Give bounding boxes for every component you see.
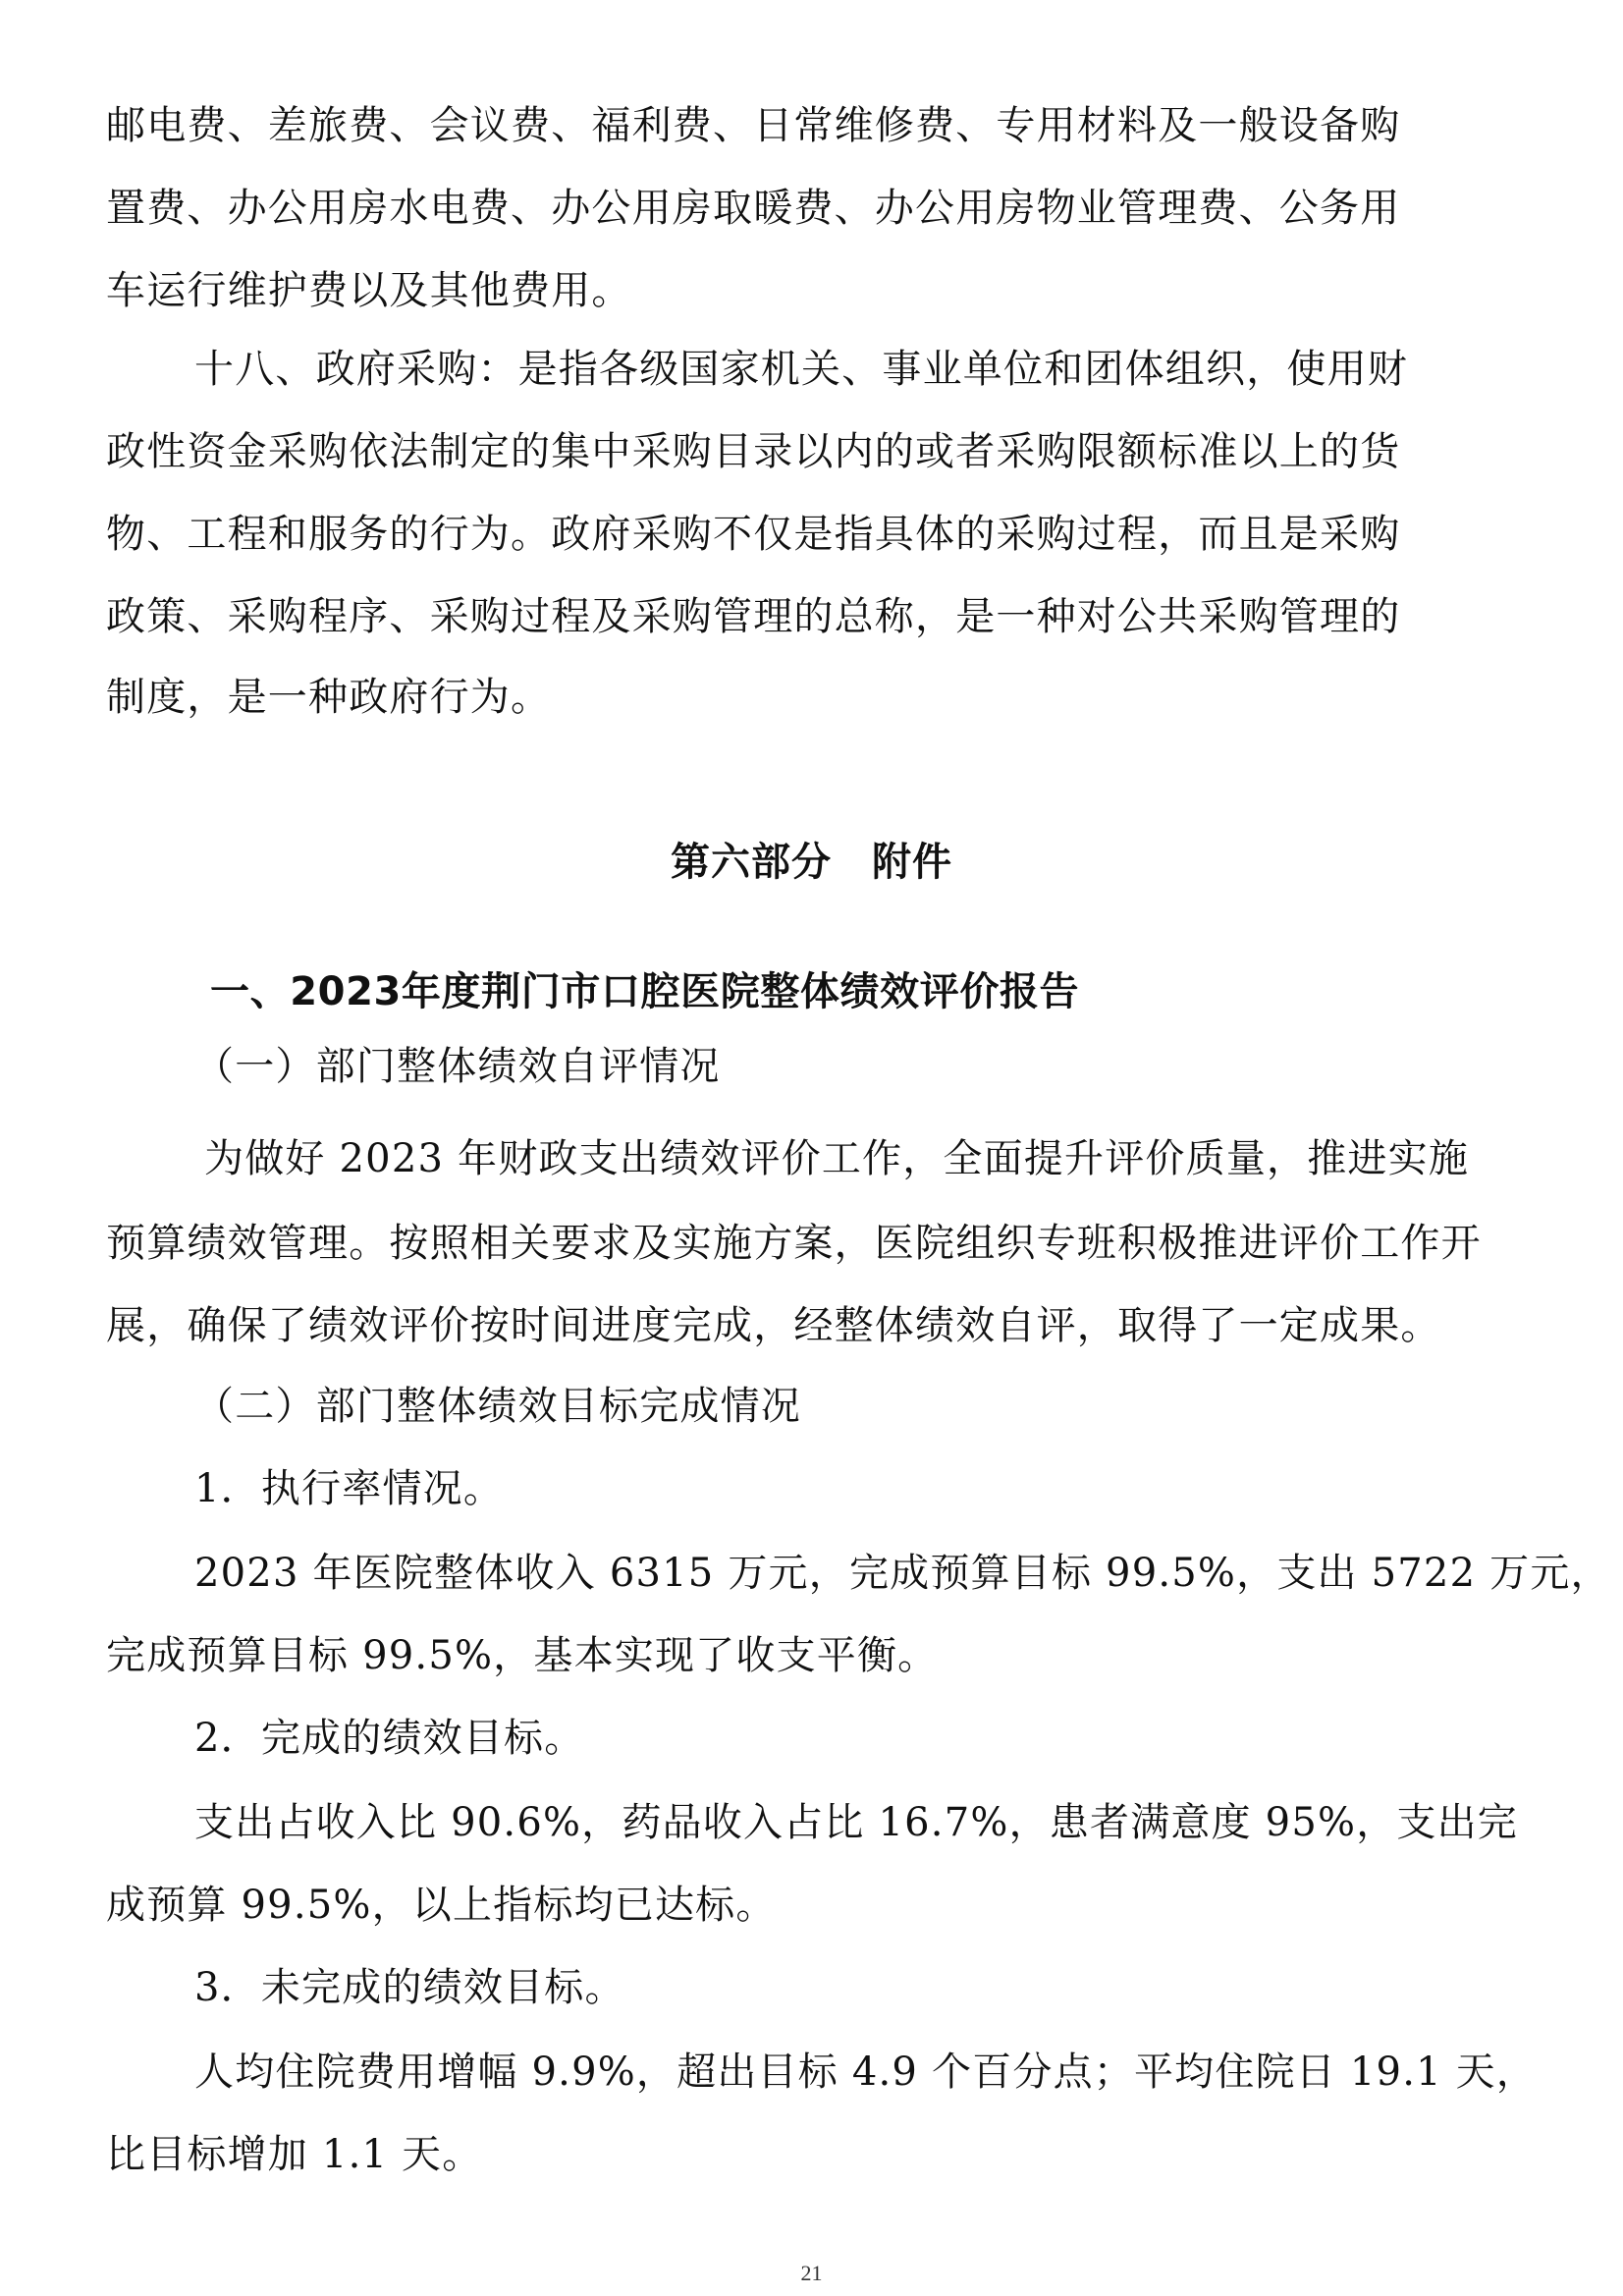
body-text-line: 车运行维护费以及其他费用。 <box>106 268 632 313</box>
body-text-line: 2023 年医院整体收入 6315 万元，完成预算目标 99.5%，支出 5722 万元， <box>194 1551 1611 1596</box>
body-text-line: 展，确保了绩效评价按时间进度完成，经整体绩效自评，取得了一定成果。 <box>106 1303 1441 1348</box>
body-text-line: 政策、采购程序、采购过程及采购管理的总称，是一种对公共采购管理的 <box>106 594 1401 639</box>
body-text-line: 邮电费、差旅费、会议费、福利费、日常维修费、专用材料及一般设备购 <box>106 103 1401 148</box>
body-text-line: 政性资金采购依法制定的集中采购目录以内的或者采购限额标准以上的货 <box>106 429 1401 474</box>
subsection-heading: （一）部门整体绩效自评情况 <box>194 1044 721 1089</box>
body-text-line: 置费、办公用房水电费、办公用房取暖费、办公用房物业管理费、公务用 <box>106 186 1401 231</box>
body-text-line: 支出占收入比 90.6%，药品收入占比 16.7%，患者满意度 95%，支出完 <box>194 1800 1518 1845</box>
body-text-line: 预算绩效管理。按照相关要求及实施方案，医院组织专班积极推进评价工作开 <box>106 1221 1482 1266</box>
page-number: 21 <box>800 2261 823 2285</box>
body-text-line: 物、工程和服务的行为。政府采购不仅是指具体的采购过程，而且是采购 <box>106 512 1401 557</box>
body-text-line: 完成预算目标 99.5%，基本实现了收支平衡。 <box>106 1633 939 1678</box>
item-title: 2．完成的绩效目标。 <box>194 1716 585 1761</box>
body-text-line: 比目标增加 1.1 天。 <box>106 2132 483 2177</box>
body-text-line: 制度，是一种政府行为。 <box>106 675 552 720</box>
report-heading: 一、2023年度荆门市口腔医院整体绩效评价报告 <box>210 969 1080 1014</box>
subsection-heading: （二）部门整体绩效目标完成情况 <box>194 1384 801 1429</box>
body-text-line: 人均住院费用增幅 9.9%，超出目标 4.9 个百分点；平均住院日 19.1 天， <box>194 2050 1538 2095</box>
body-text-line: 成预算 99.5%，以上指标均已达标。 <box>106 1883 777 1928</box>
section-title: 第六部分 附件 <box>671 840 952 885</box>
item-title: 1．执行率情况。 <box>194 1466 505 1511</box>
body-text-line: 十八、政府采购：是指各级国家机关、事业单位和团体组织，使用财 <box>194 347 1408 392</box>
item-title: 3．未完成的绩效目标。 <box>194 1965 625 2010</box>
body-text-line: 为做好 2023 年财政支出绩效评价工作，全面提升评价质量，推进实施 <box>204 1136 1470 1181</box>
